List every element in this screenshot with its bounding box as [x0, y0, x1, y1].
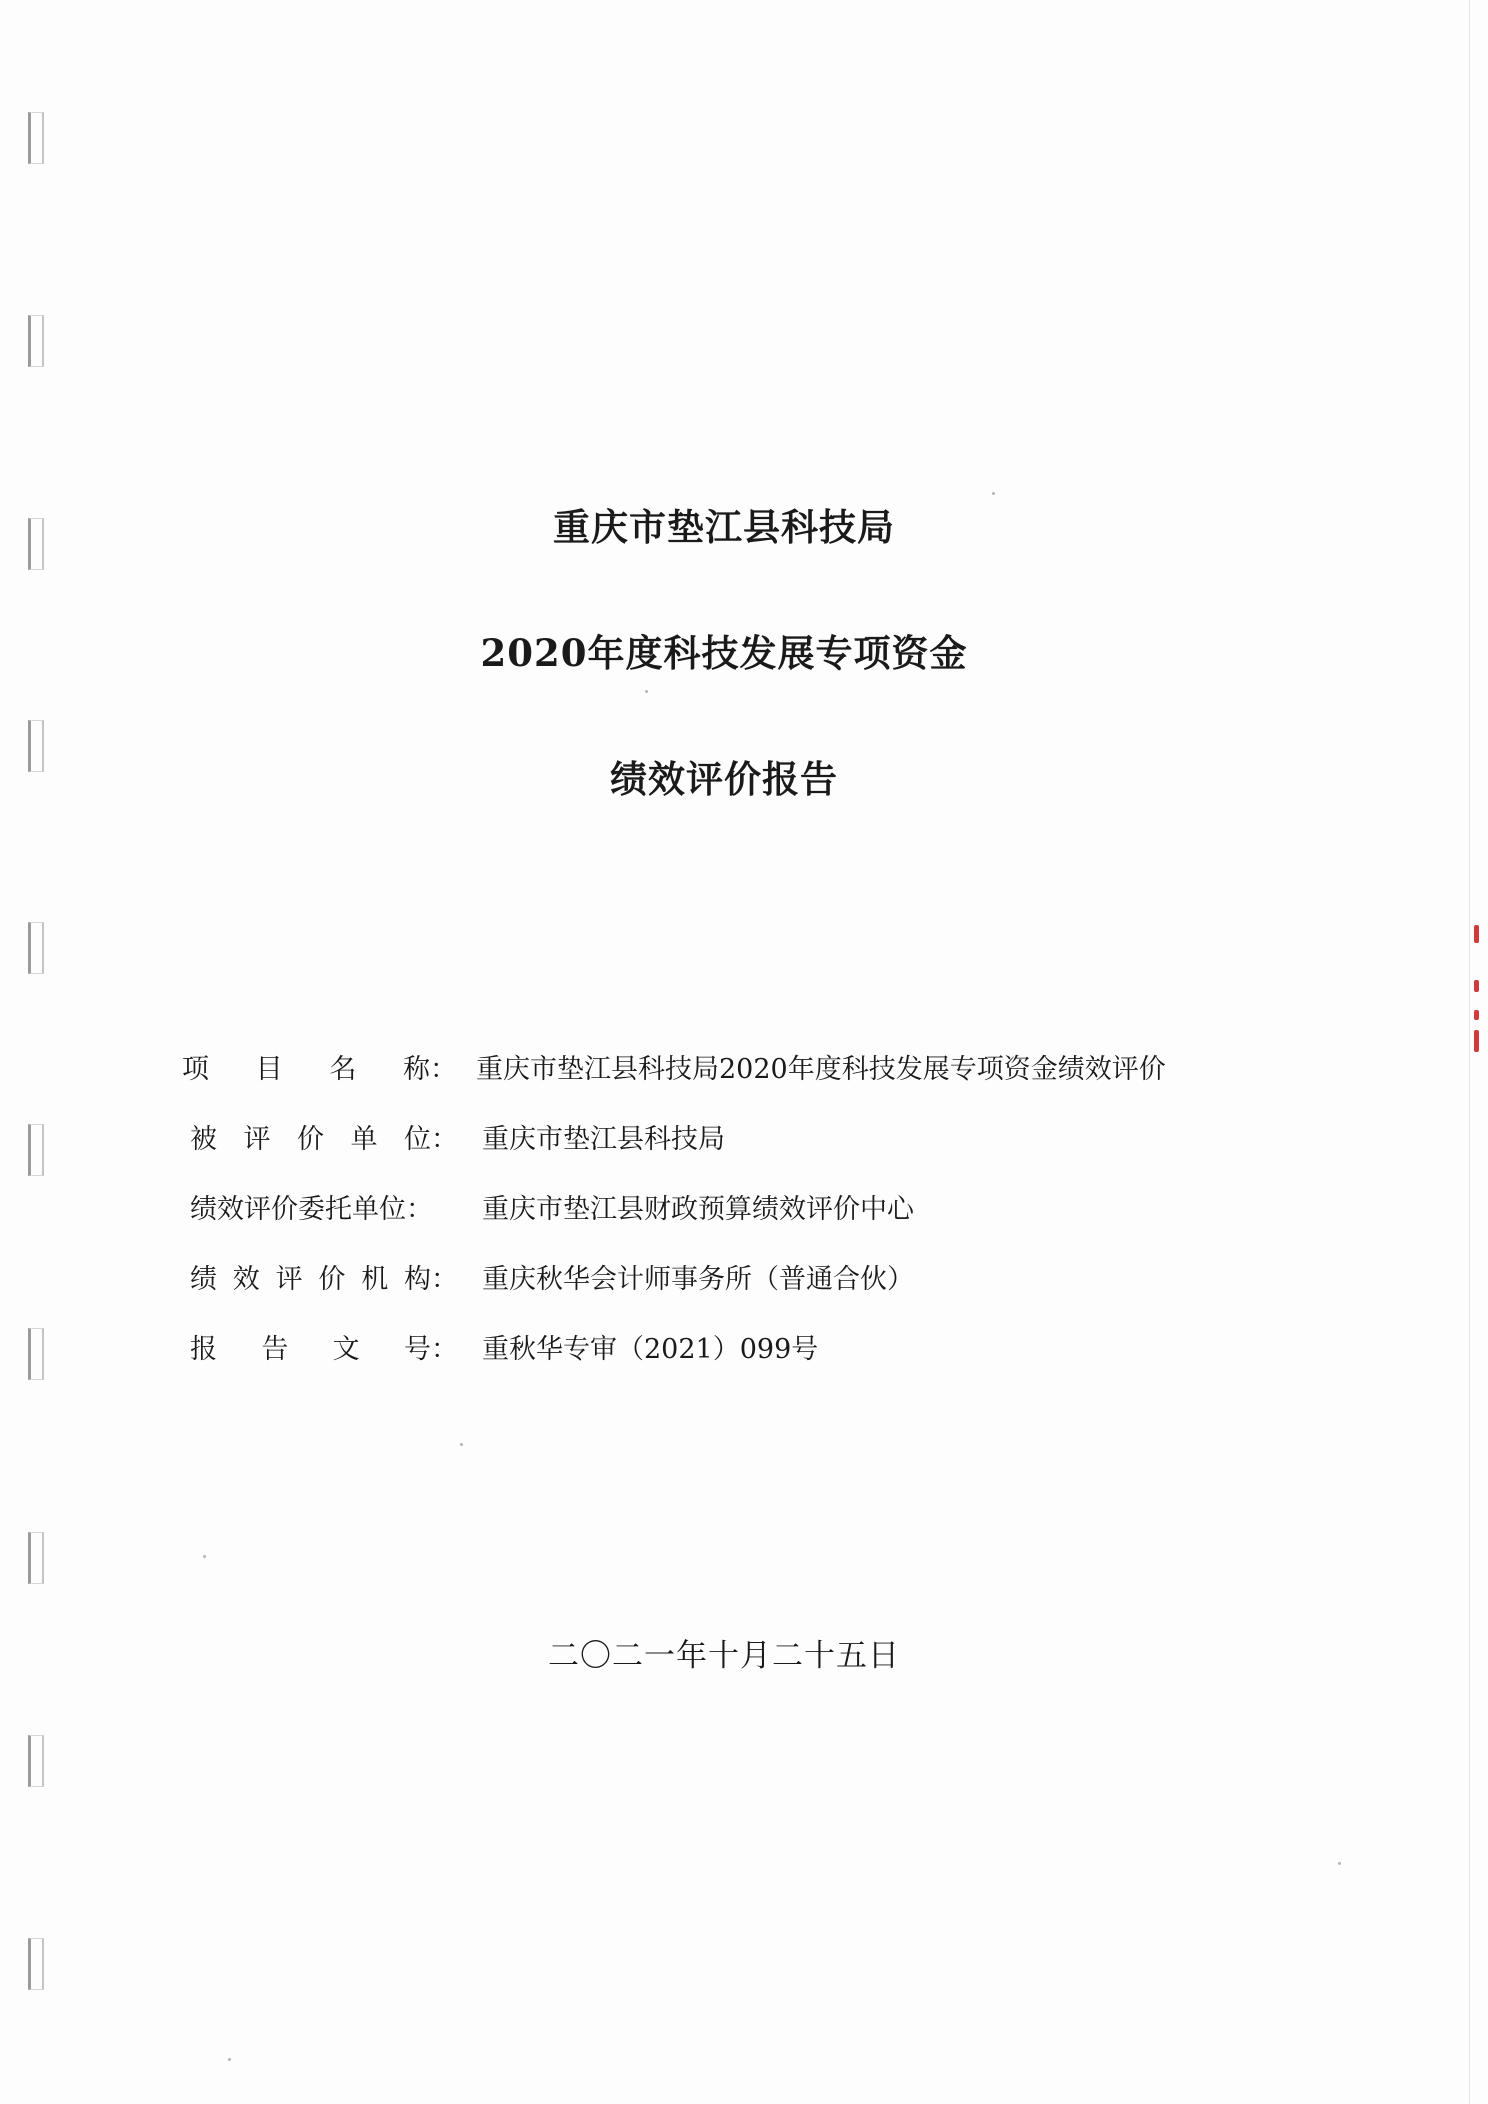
info-label	[190, 1330, 458, 1370]
info-value: 重庆市垫江县财政预算绩效评价中心	[482, 1194, 914, 1225]
binding-mark	[28, 1328, 44, 1380]
seal-stamp-fragment	[1474, 925, 1480, 1065]
binding-mark	[28, 112, 44, 164]
report-title-line2: 2020年度科技发展专项资金	[480, 631, 968, 675]
binding-mark	[28, 1532, 44, 1584]
binding-mark	[28, 1735, 44, 1787]
label-char: 称：	[402, 1054, 457, 1085]
label-char: 报	[190, 1334, 217, 1365]
info-row-evaluated-unit	[190, 1120, 1340, 1190]
info-value: 重庆市垫江县科技局	[482, 1124, 725, 1155]
label-char: 名	[329, 1054, 357, 1085]
binding-mark	[28, 1124, 44, 1176]
scan-speck	[1338, 1862, 1341, 1865]
info-value: 重秋华专审（2021）099号	[482, 1334, 819, 1365]
label-char: 机	[361, 1264, 389, 1295]
info-value: 重庆市垫江县科技局2020年度科技发展专项资金绩效评价	[476, 1054, 1166, 1085]
binding-mark	[28, 922, 44, 974]
binding-mark	[28, 1938, 44, 1990]
label-char: 文	[332, 1334, 360, 1365]
info-label	[182, 1050, 457, 1090]
scan-speck	[645, 690, 648, 693]
label-char: 告	[261, 1334, 289, 1365]
label-char: 绩	[190, 1264, 217, 1295]
report-date: 二〇二一年十月二十五日	[548, 1638, 900, 1674]
label-char: 评	[243, 1124, 271, 1155]
info-value: 重庆秋华会计师事务所（普通合伙）	[482, 1264, 914, 1295]
scan-speck	[460, 1443, 463, 1446]
scan-speck	[992, 492, 995, 495]
binding-mark	[28, 315, 44, 367]
info-row-evaluation-agency	[190, 1260, 1340, 1330]
label-char: 位：	[404, 1124, 458, 1155]
label-char: 价	[318, 1264, 346, 1295]
page-edge	[1469, 0, 1470, 2104]
info-label	[190, 1120, 458, 1160]
label-char: 号：	[403, 1334, 458, 1365]
label-char: 被	[190, 1124, 217, 1155]
label-char: 效	[232, 1264, 260, 1295]
label-char: 单	[350, 1124, 378, 1155]
label-char: 绩效评价委托单位：	[190, 1194, 433, 1225]
info-label	[190, 1190, 458, 1230]
info-row-commissioning-unit	[190, 1190, 1340, 1260]
info-row-project-name	[182, 1050, 1340, 1120]
info-label	[190, 1260, 458, 1300]
label-char: 价	[297, 1124, 324, 1155]
label-char: 构：	[403, 1264, 458, 1295]
info-row-report-number	[190, 1330, 1340, 1400]
label-char: 评	[275, 1264, 303, 1295]
label-char: 项	[182, 1054, 209, 1085]
scan-speck	[203, 1555, 206, 1558]
report-title-line3: 绩效评价报告	[610, 757, 838, 801]
scan-speck	[228, 2058, 231, 2061]
report-title-line1: 重庆市垫江县科技局	[553, 505, 895, 549]
report-info-block	[182, 1050, 1340, 1400]
label-char: 目	[255, 1054, 283, 1085]
